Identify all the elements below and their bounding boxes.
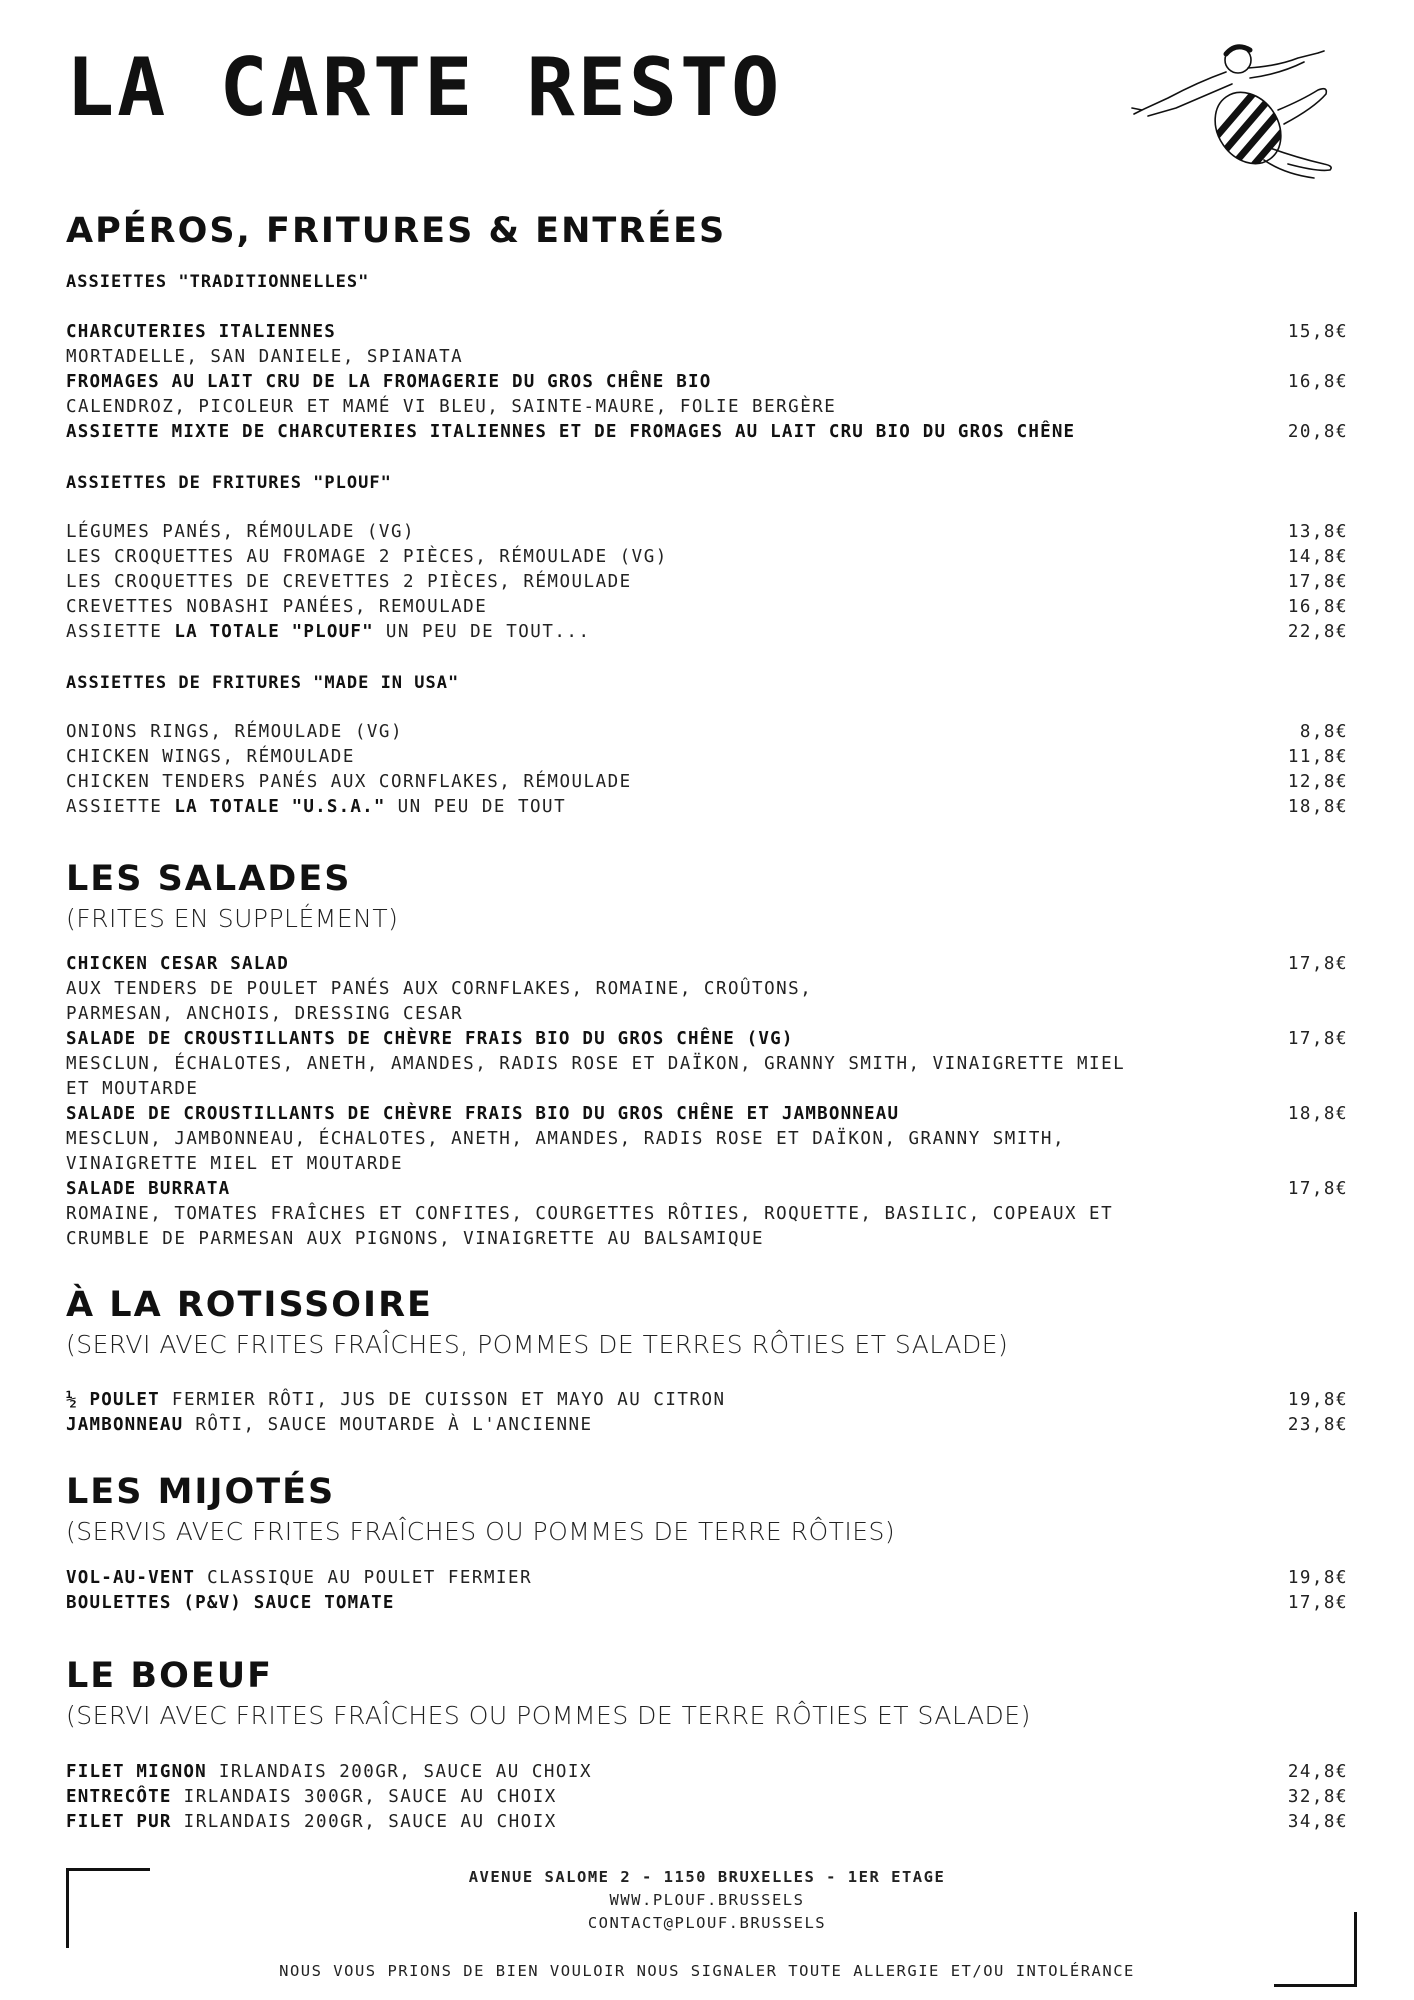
item-price: 17,8€ [1287, 954, 1348, 974]
footer-allergy-note: NOUS VOUS PRIONS DE BIEN VOULOIR NOUS SIGNALER TOUTE ALLERGIE ET/OU INTOLÉRANCE [279, 1962, 1135, 1980]
item-price: 20,8€ [1287, 422, 1348, 442]
item-description: MESCLUN, JAMBONNEAU, ÉCHALOTES, ANETH, AMANDES, RADIS ROSE ET DAÏKON, GRANNY SMITH, [66, 1129, 1065, 1149]
section-note: (SERVIS AVEC FRITES FRAÎCHES OU POMMES DE TERRE RÔTIES) [66, 1517, 896, 1546]
item-description: PARMESAN, ANCHOIS, DRESSING CESAR [66, 1004, 464, 1024]
item-price: 17,8€ [1287, 1029, 1348, 1049]
item-suffix: UN PEU DE TOUT... [373, 622, 591, 642]
item-description: ET MOUTARDE [66, 1079, 199, 1099]
item-price: 13,8€ [1287, 522, 1348, 542]
page-title: LA CARTE RESTO [66, 41, 783, 134]
item-description: CLASSIQUE AU POULET FERMIER [195, 1568, 533, 1588]
item-line: ONIONS RINGS, RÉMOULADE (VG) [66, 722, 404, 742]
item-description: MORTADELLE, SAN DANIELE, SPIANATA [66, 347, 464, 367]
item-name: ½ POULET [66, 1390, 160, 1410]
item-description: AUX TENDERS DE POULET PANÉS AUX CORNFLAKES, ROMAINE, CROÛTONS, [66, 979, 813, 999]
item-name: FILET MIGNON [66, 1762, 207, 1782]
section-note: (SERVI AVEC FRITES FRAÎCHES OU POMMES DE TERRE RÔTIES ET SALADE) [66, 1701, 1031, 1730]
footer-address: AVENUE SALOME 2 - 1150 BRUXELLES - 1ER ETAGE [468, 1868, 946, 1886]
item-line: CHICKEN TENDERS PANÉS AUX CORNFLAKES, RÉMOULADE [66, 772, 632, 792]
item-price: 18,8€ [1287, 1104, 1348, 1124]
item-suffix: UN PEU DE TOUT [385, 797, 567, 817]
item-name: FROMAGES AU LAIT CRU DE LA FROMAGERIE DU GROS CHÊNE BIO [66, 372, 712, 392]
item-price: 18,8€ [1287, 797, 1348, 817]
item-price: 19,8€ [1287, 1390, 1348, 1410]
item-line [66, 1785, 557, 1810]
category-usa: ASSIETTES DE FRITURES "MADE IN USA" [66, 673, 460, 693]
item-price: 19,8€ [1287, 1568, 1348, 1588]
item-description: IRLANDAIS 200GR, SAUCE AU CHOIX [171, 1812, 557, 1832]
item-line: LES CROQUETTES DE CREVETTES 2 PIÈCES, RÉMOULADE [66, 572, 632, 592]
item-price: 12,8€ [1287, 772, 1348, 792]
item-price: 8,8€ [1299, 722, 1348, 742]
section-title-aperos: APÉROS, FRITURES & ENTRÉES [66, 211, 727, 251]
item-description: FERMIER RÔTI, JUS DE CUISSON ET MAYO AU CITRON [159, 1390, 726, 1410]
item-price: 16,8€ [1287, 372, 1348, 392]
footer-email[interactable]: CONTACT@PLOUF.BRUSSELS [587, 1914, 827, 1932]
item-price: 16,8€ [1287, 597, 1348, 617]
section-title-salades: LES SALADES [66, 859, 352, 899]
item-price: 17,8€ [1287, 1179, 1348, 1199]
item-price: 17,8€ [1287, 1593, 1348, 1613]
item-name: LA TOTALE "PLOUF" [174, 622, 374, 642]
item-line: LES CROQUETTES AU FROMAGE 2 PIÈCES, RÉMOULADE (VG) [66, 547, 668, 567]
item-price: 14,8€ [1287, 547, 1348, 567]
item-name: ASSIETTE MIXTE DE CHARCUTERIES ITALIENNES ET DE FROMAGES AU LAIT CRU BIO DU GROS CHÊNE [66, 422, 1076, 442]
item-price: 23,8€ [1287, 1415, 1348, 1435]
item-line [66, 1566, 532, 1591]
section-title-rotissoire: À LA ROTISSOIRE [66, 1285, 433, 1325]
item-line: CREVETTES NOBASHI PANÉES, REMOULADE [66, 597, 488, 617]
item-line: CHICKEN WINGS, RÉMOULADE [66, 747, 355, 767]
item-prefix: ASSIETTE [66, 797, 175, 817]
item-line [66, 795, 566, 820]
item-name: CHICKEN CESAR SALAD [66, 954, 289, 974]
swimmer-illustration [1128, 38, 1358, 184]
item-description: CRUMBLE DE PARMESAN AUX PIGNONS, VINAIGRETTE AU BALSAMIQUE [66, 1229, 765, 1249]
section-note: (SERVI AVEC FRITES FRAÎCHES, POMMES DE TERRES RÔTIES ET SALADE) [66, 1330, 1009, 1359]
item-price: 15,8€ [1287, 322, 1348, 342]
section-title-boeuf: LE BOEUF [66, 1656, 274, 1696]
category-plouf: ASSIETTES DE FRITURES "PLOUF" [66, 473, 392, 493]
item-name: SALADE BURRATA [66, 1179, 231, 1199]
item-name: SALADE DE CROUSTILLANTS DE CHÈVRE FRAIS BIO DU GROS CHÊNE (VG) [66, 1029, 794, 1049]
item-description: MESCLUN, ÉCHALOTES, ANETH, AMANDES, RADIS ROSE ET DAÏKON, GRANNY SMITH, VINAIGRETTE MIEL [66, 1054, 1126, 1074]
item-name: CHARCUTERIES ITALIENNES [66, 322, 336, 342]
item-name: FILET PUR [66, 1812, 172, 1832]
item-line [66, 620, 591, 645]
item-line [66, 1413, 593, 1438]
item-description: ROMAINE, TOMATES FRAÎCHES ET CONFITES, COURGETTES RÔTIES, ROQUETTE, BASILIC, COPEAUX ET [66, 1204, 1114, 1224]
item-price: 22,8€ [1287, 622, 1348, 642]
item-price: 34,8€ [1287, 1812, 1348, 1832]
category-traditionnelles: ASSIETTES "TRADITIONNELLES" [66, 272, 370, 292]
section-note: (FRITES EN SUPPLÉMENT) [66, 904, 399, 933]
item-name: BOULETTES (P&V) SAUCE TOMATE [66, 1593, 395, 1613]
item-line [66, 1760, 592, 1785]
section-title-mijotes: LES MIJOTÉS [66, 1472, 336, 1512]
item-price: 32,8€ [1287, 1787, 1348, 1807]
item-name: LA TOTALE "U.S.A." [174, 797, 386, 817]
item-description: IRLANDAIS 200GR, SAUCE AU CHOIX [206, 1762, 592, 1782]
item-name: JAMBONNEAU [66, 1415, 184, 1435]
footer-website[interactable]: WWW.PLOUF.BRUSSELS [609, 1891, 805, 1909]
item-price: 17,8€ [1287, 572, 1348, 592]
item-line: LÉGUMES PANÉS, RÉMOULADE (VG) [66, 522, 416, 542]
item-name: VOL-AU-VENT [66, 1568, 196, 1588]
item-price: 24,8€ [1287, 1762, 1348, 1782]
item-description: CALENDROZ, PICOLEUR ET MAMÉ VI BLEU, SAINTE-MAURE, FOLIE BERGÈRE [66, 397, 837, 417]
item-description: VINAIGRETTE MIEL ET MOUTARDE [66, 1154, 404, 1174]
item-line [66, 1388, 726, 1413]
item-line [66, 1810, 557, 1835]
item-name: ENTRECÔTE [66, 1787, 172, 1807]
item-price: 11,8€ [1287, 747, 1348, 767]
item-description: IRLANDAIS 300GR, SAUCE AU CHOIX [171, 1787, 557, 1807]
item-name: SALADE DE CROUSTILLANTS DE CHÈVRE FRAIS BIO DU GROS CHÊNE ET JAMBONNEAU [66, 1104, 900, 1124]
item-prefix: ASSIETTE [66, 622, 175, 642]
item-description: RÔTI, SAUCE MOUTARDE À L'ANCIENNE [183, 1415, 593, 1435]
